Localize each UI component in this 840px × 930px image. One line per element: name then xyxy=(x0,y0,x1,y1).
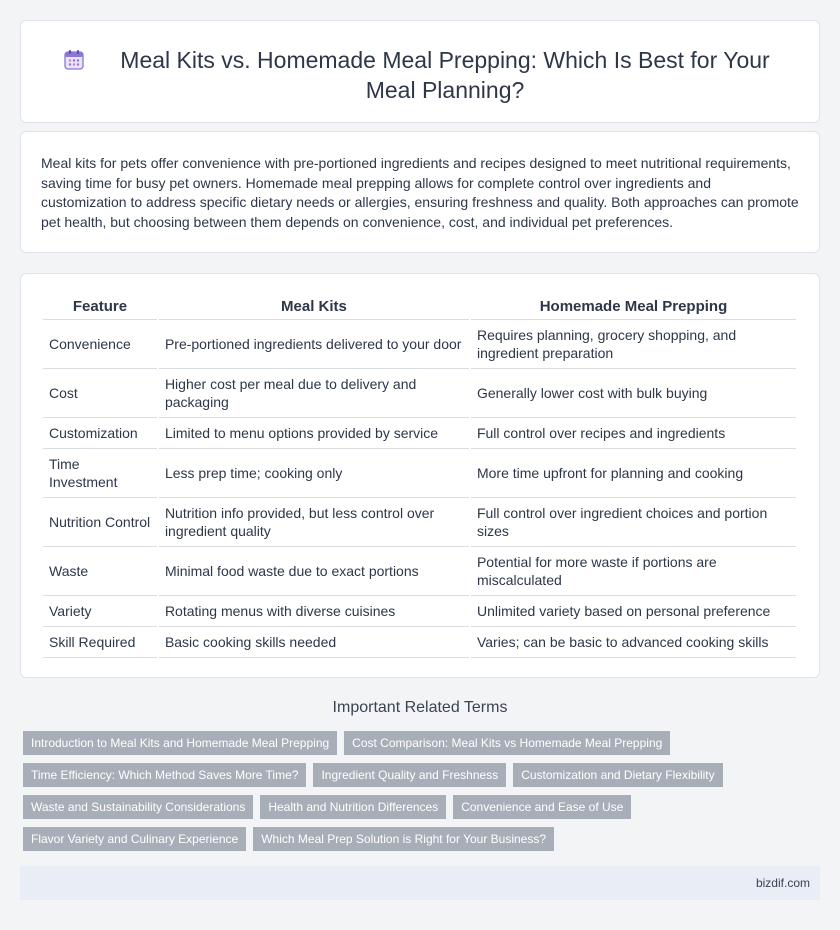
intro-paragraph: Meal kits for pets offer convenience with pre-portioned ingredients and recipes designed to meet nutritional requirements, saving time for busy pet owners. Homemade meal prepping allows for complete control over ingredients and customization to address specific dietary needs or allergies, ensuring freshness and quality. Both approaches can promote pet health, but choosing between them depends on convenience, cost, and individual pet preferences. xyxy=(41,155,799,230)
tag-row xyxy=(23,795,823,819)
row-homemade: Full control over recipes and ingredients xyxy=(471,418,796,449)
title-card xyxy=(20,20,820,123)
tag-link[interactable]: Introduction to Meal Kits and Homemade Meal Prepping xyxy=(23,731,337,755)
table-row xyxy=(43,498,796,547)
row-feature: Convenience xyxy=(43,320,157,369)
row-meal-kits: Higher cost per meal due to delivery and packaging xyxy=(159,369,469,418)
row-feature: Variety xyxy=(43,596,157,627)
table-row xyxy=(43,627,796,658)
row-feature: Customization xyxy=(43,418,157,449)
tag-row xyxy=(23,827,823,851)
tag-row xyxy=(23,763,823,787)
row-meal-kits: Rotating menus with diverse cuisines xyxy=(159,596,469,627)
tag-link[interactable]: Which Meal Prep Solution is Right for Your Business? xyxy=(253,827,554,851)
row-feature: Time Investment xyxy=(43,449,157,498)
row-meal-kits: Less prep time; cooking only xyxy=(159,449,469,498)
row-homemade: More time upfront for planning and cooking xyxy=(471,449,796,498)
row-meal-kits: Pre-portioned ingredients delivered to your door xyxy=(159,320,469,369)
tag-link[interactable]: Customization and Dietary Flexibility xyxy=(513,763,722,787)
row-meal-kits: Nutrition info provided, but less control over ingredient quality xyxy=(159,498,469,547)
table-row xyxy=(43,320,796,369)
table-row xyxy=(43,596,796,627)
footer-site[interactable]: bizdif.com xyxy=(755,876,810,890)
tag-link[interactable]: Flavor Variety and Culinary Experience xyxy=(23,827,246,851)
tag-link[interactable]: Convenience and Ease of Use xyxy=(453,795,631,819)
tag-link[interactable]: Time Efficiency: Which Method Saves More Time? xyxy=(23,763,306,787)
table-row xyxy=(43,418,796,449)
row-homemade: Full control over ingredient choices and portion sizes xyxy=(471,498,796,547)
row-homemade: Potential for more waste if portions are miscalculated xyxy=(471,547,796,596)
comparison-table xyxy=(41,296,798,658)
footer xyxy=(20,866,820,900)
related-tags xyxy=(23,731,823,859)
row-homemade: Varies; can be basic to advanced cooking skills xyxy=(471,627,796,658)
tag-row xyxy=(23,731,823,755)
header-feature: Feature xyxy=(43,296,157,320)
row-meal-kits: Minimal food waste due to exact portions xyxy=(159,547,469,596)
row-feature: Skill Required xyxy=(43,627,157,658)
row-homemade: Requires planning, grocery shopping, and ingredient preparation xyxy=(471,320,796,369)
tag-link[interactable]: Cost Comparison: Meal Kits vs Homemade Meal Prepping xyxy=(344,731,670,755)
table-row xyxy=(43,547,796,596)
row-meal-kits: Limited to menu options provided by service xyxy=(159,418,469,449)
row-homemade: Generally lower cost with bulk buying xyxy=(471,369,796,418)
tag-link[interactable]: Waste and Sustainability Considerations xyxy=(23,795,253,819)
table-header-row xyxy=(43,296,796,320)
header-meal-kits: Meal Kits xyxy=(159,296,469,320)
tag-link[interactable]: Health and Nutrition Differences xyxy=(260,795,446,819)
related-terms-title: Important Related Terms xyxy=(332,699,508,716)
row-feature: Waste xyxy=(43,547,157,596)
row-feature: Nutrition Control xyxy=(43,498,157,547)
row-meal-kits: Basic cooking skills needed xyxy=(159,627,469,658)
row-homemade: Unlimited variety based on personal preference xyxy=(471,596,796,627)
comparison-card xyxy=(20,273,820,678)
tag-link[interactable]: Ingredient Quality and Freshness xyxy=(313,763,506,787)
intro-card xyxy=(20,131,820,253)
row-feature: Cost xyxy=(43,369,157,418)
header-homemade: Homemade Meal Prepping xyxy=(471,296,796,320)
table-row xyxy=(43,369,796,418)
page-title: Meal Kits vs. Homemade Meal Prepping: Which Is Best for Your Meal Planning? xyxy=(120,47,770,103)
table-row xyxy=(43,449,796,498)
